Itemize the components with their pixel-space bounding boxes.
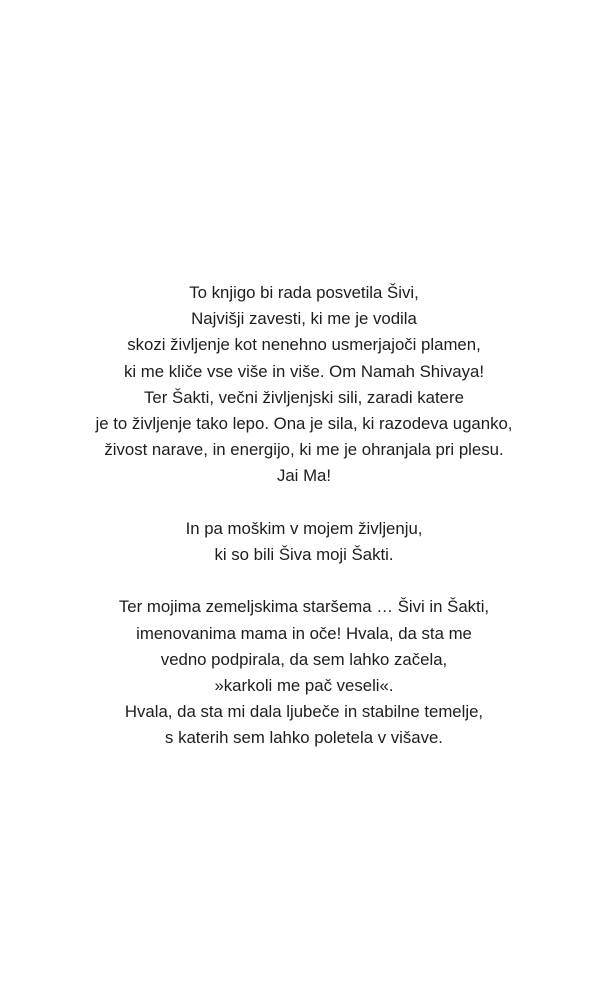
dedication-line: je to življenje tako lepo. Ona je sila, ki razodeva uganko,: [95, 414, 513, 434]
dedication-line: s katerih sem lahko poletela v višave.: [165, 728, 443, 748]
dedication-stanza-1: [0, 280, 608, 490]
dedication-line: živost narave, in energijo, ki me je ohranjala pri plesu.: [104, 440, 504, 460]
dedication-line: »karkoli me pač veseli«.: [214, 676, 394, 696]
dedication-line: skozi življenje kot nenehno usmerjajoči plamen,: [127, 335, 481, 355]
dedication-line: Ter Šakti, večni življenjski sili, zaradi katere: [144, 387, 464, 407]
dedication-stanza-3: [0, 594, 608, 751]
dedication-stanza-2: [0, 516, 608, 568]
dedication-line: vedno podpirala, da sem lahko začela,: [160, 649, 448, 669]
dedication-line: To knjigo bi rada posvetila Šivi,: [189, 283, 419, 302]
dedication-text: [0, 280, 608, 752]
dedication-line: ki me kliče vse više in više. Om Namah Shivaya!: [124, 361, 484, 381]
dedication-line: Ter mojima zemeljskima staršema … Šivi in Šakti,: [118, 597, 490, 617]
dedication-line: In pa moškim v mojem življenju,: [185, 518, 423, 538]
dedication-line: Jai Ma!: [276, 466, 332, 486]
dedication-line: ki so bili Šiva moji Šakti.: [214, 545, 394, 565]
dedication-line: Hvala, da sta mi dala ljubeče in stabilne temelje,: [124, 702, 484, 722]
dedication-line: imenovanima mama in oče! Hvala, da sta me: [136, 623, 472, 643]
dedication-line: Najvišji zavesti, ki me je vodila: [191, 309, 417, 329]
